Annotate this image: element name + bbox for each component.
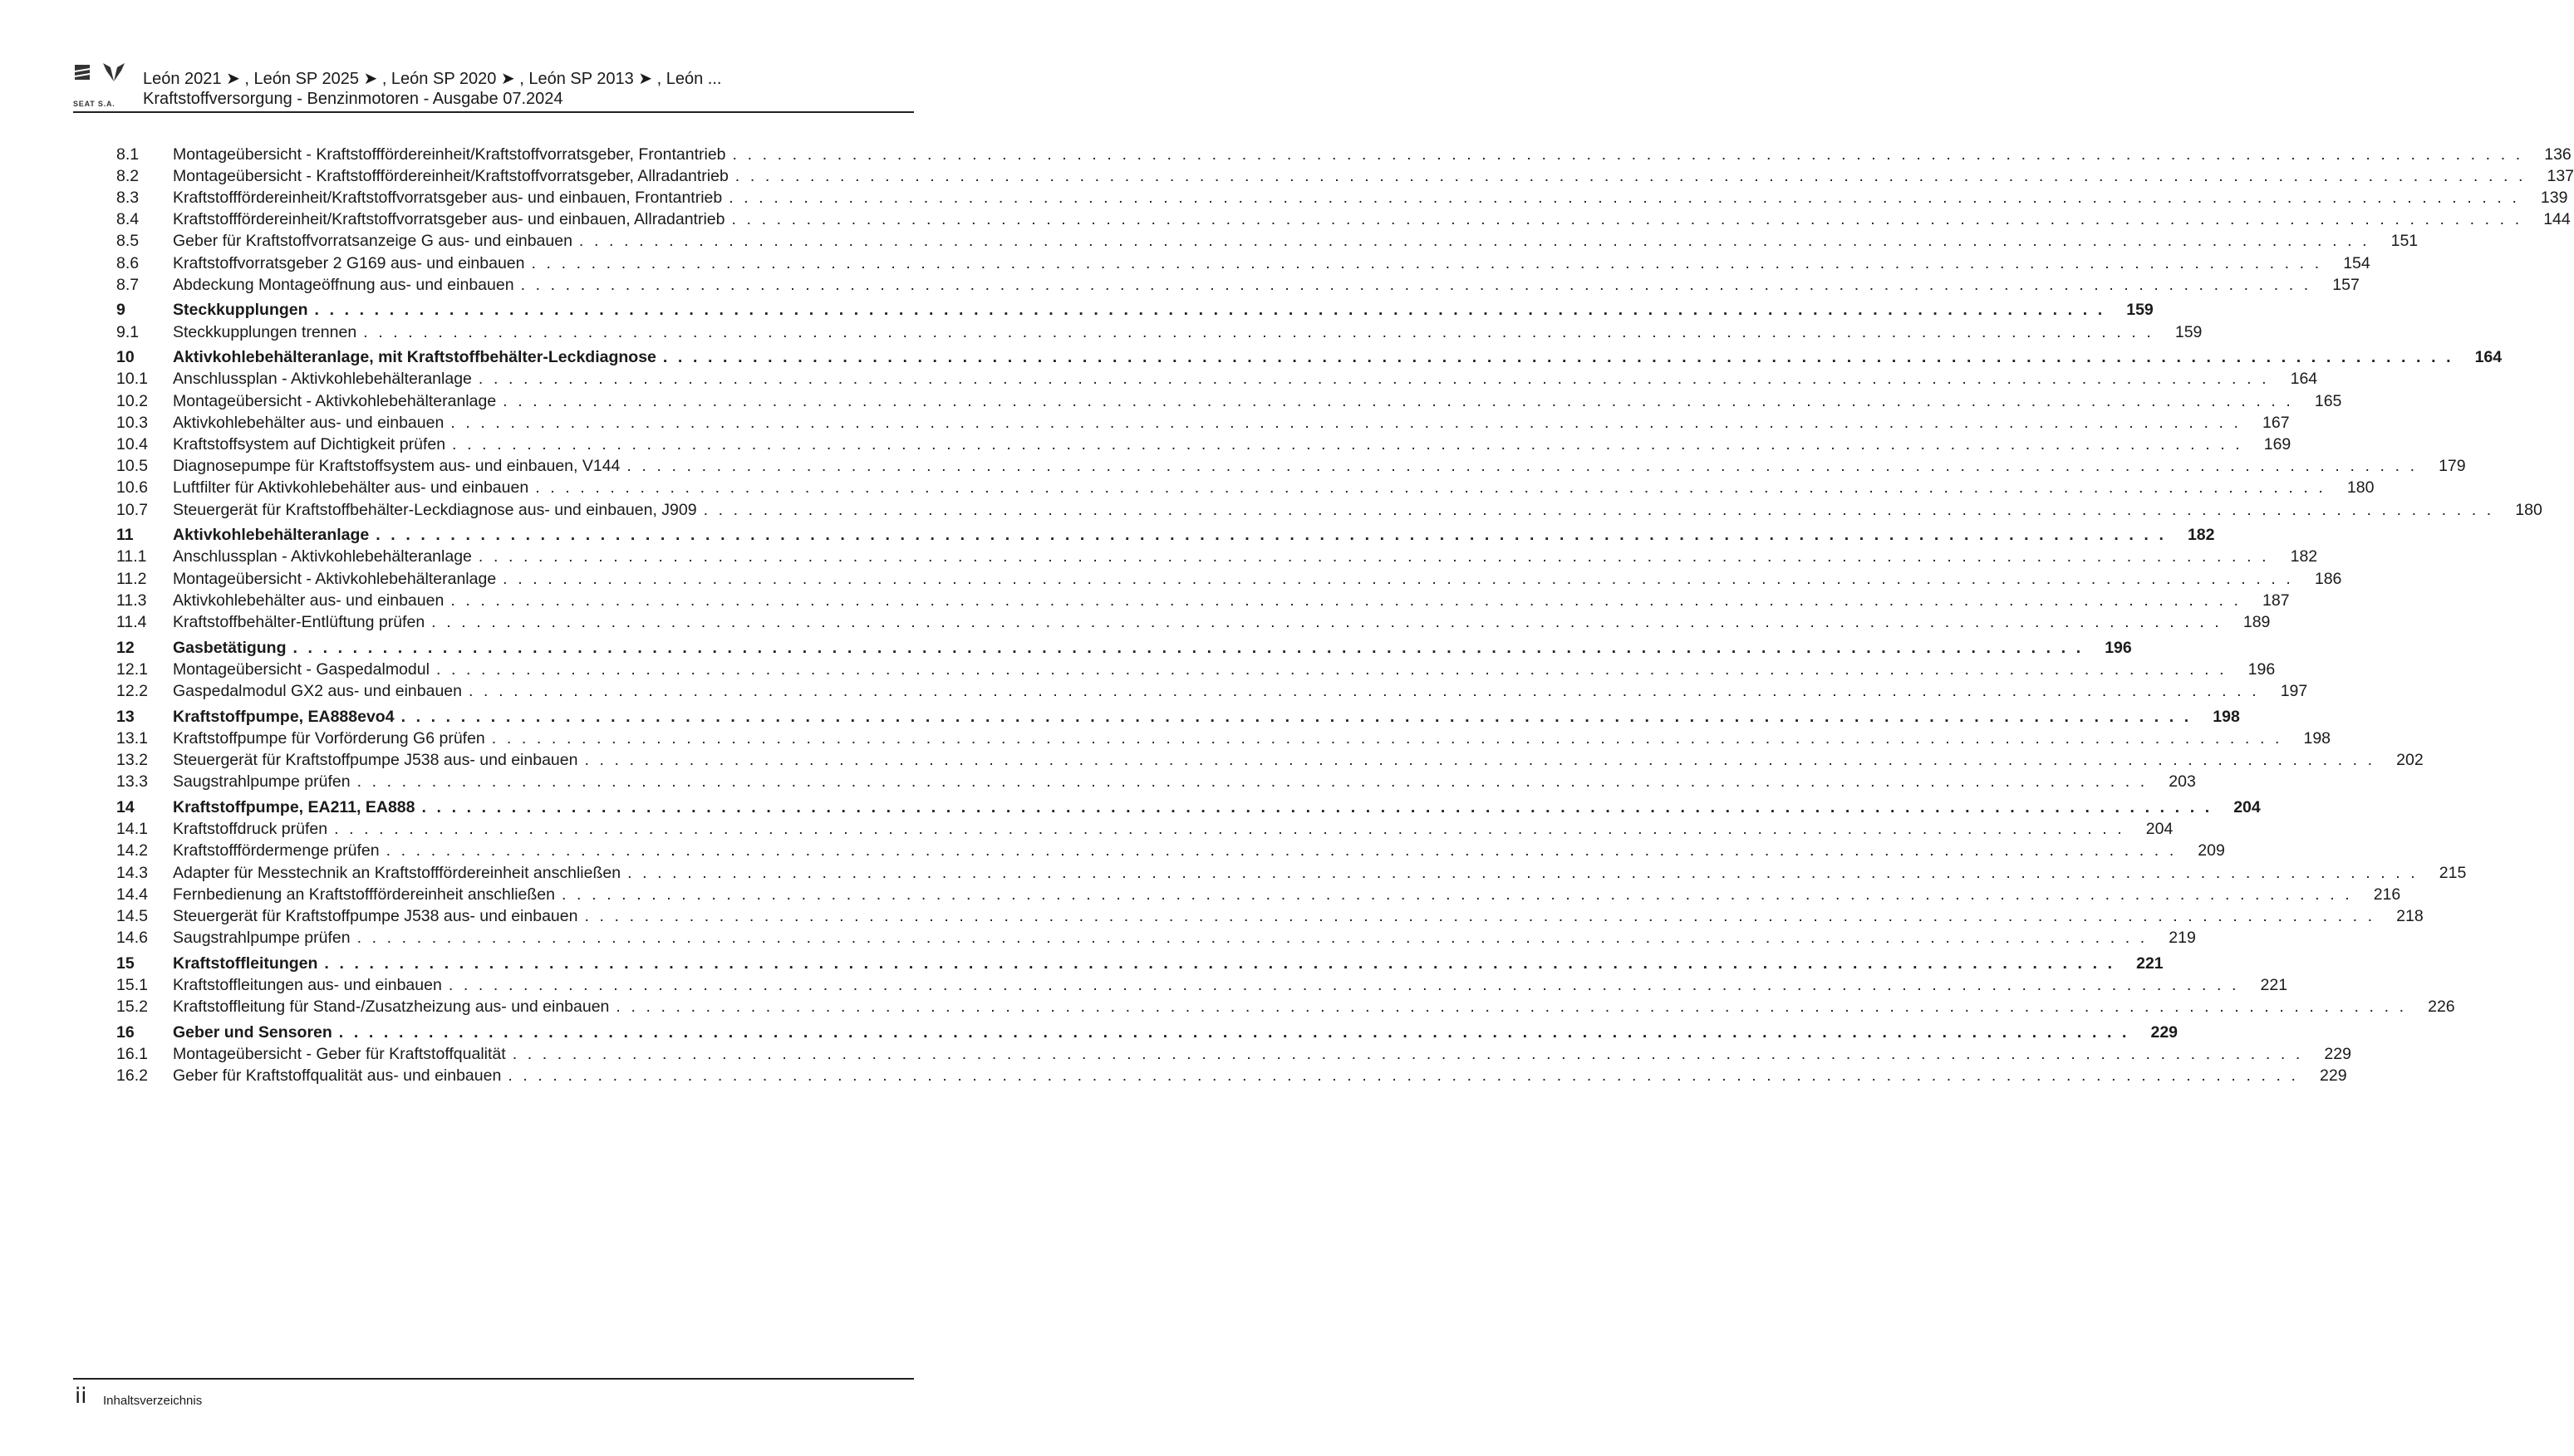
- toc-title: Aktivkohlebehälter aus- und einbauen: [173, 413, 445, 432]
- toc-title: Steckkupplungen trennen: [173, 322, 357, 341]
- toc-row[interactable]: [116, 974, 2288, 996]
- toc-page-number: 221: [2260, 976, 2288, 995]
- toc-title: Anschlussplan - Aktivkohlebehälteranlage: [173, 370, 472, 389]
- toc-page-number: 167: [2262, 413, 2290, 432]
- toc-number: 14.4: [116, 885, 148, 904]
- toc-entry: [173, 435, 2242, 454]
- toc-entry: [173, 323, 2154, 342]
- toc-leader-dots: . . . . . . . . . . . . . . . . . . . . . . . . . . . . . . . . . . . . . . . . . . . . . . . . . . . . . . . . . . . . . . . . . . . . . . . . . . . . . . . . . . . . . . . . . . . . . . . . . . . . . . . . . . . . . . . . . . . . . . . .: [627, 863, 2419, 882]
- toc-chapter-row[interactable]: [116, 525, 2215, 547]
- toc-page-number: 151: [2390, 232, 2419, 251]
- toc-leader-dots: . . . . . . . . . . . . . . . . . . . . . . . . . . . . . . . . . . . . . . . . . . . . . . . . . . . . . . . . . . . . . . . . . . . . . . . . . . . . . . . . . . . . . . . . . . . . . . . . . . . . . . . . . . . . . . . . . . . . . . . .: [435, 659, 2228, 679]
- toc-page-number: 189: [2242, 613, 2271, 632]
- toc-title: Kraftstoffpumpe, EA888evo4: [173, 707, 395, 726]
- toc-leader-dots: . . . . . . . . . . . . . . . . . . . . . . . . . . . . . . . . . . . . . . . . . . . . . . . . . . . . . . . . . . . . . . . . . . . . . . . . . . . . . . . . . . . . . . . . . . . . . . . . . . . . . . . . . . . . . . . . . . . . . . . .: [584, 906, 2375, 925]
- toc-number: 10.7: [116, 500, 148, 519]
- toc-chapter-row[interactable]: [116, 300, 2154, 321]
- toc-leader-dots: . . . . . . . . . . . . . . . . . . . . . . . . . . . . . . . . . . . . . . . . . . . . . . . . . . . . . . . . . . . . . . . . . . . . . . . . . . . . . . . . . . . . . . . . . . . . . . . . . . . . . . . . . . . . . . . . . . . . . . . .: [324, 954, 2115, 973]
- toc-entry: [173, 547, 2269, 566]
- toc-title: Montageübersicht - Kraftstofffördereinheit/Kraftstoffvorratsgeber, Frontantrieb: [173, 145, 726, 164]
- toc-entry: [173, 639, 2084, 658]
- toc-leader-dots: . . . . . . . . . . . . . . . . . . . . . . . . . . . . . . . . . . . . . . . . . . . . . . . . . . . . . . . . . . . . . . . . . . . . . . . . . . . . . . . . . . . . . . . . . . . . . . . . . . . . . . . . . . . . . . . . . . . . . . . .: [450, 413, 2242, 432]
- toc-entry: [173, 885, 2352, 904]
- toc-entry: [173, 145, 2523, 164]
- toc-leader-dots: . . . . . . . . . . . . . . . . . . . . . . . . . . . . . . . . . . . . . . . . . . . . . . . . . . . . . . . . . . . . . . . . . . . . . . . . . . . . . . . . . . . . . . . . . . . . . . . . . . . . . . . . . . . . . . . . . . . . . . . .: [478, 370, 2270, 389]
- toc-row[interactable]: [116, 611, 2271, 633]
- toc-title: Anschlussplan - Aktivkohlebehälteranlage: [173, 547, 472, 566]
- toc-row[interactable]: [116, 209, 2571, 231]
- toc-page-number: 187: [2262, 591, 2290, 610]
- toc-title: Gasbetätigung: [173, 638, 287, 657]
- toc-leader-dots: . . . . . . . . . . . . . . . . . . . . . . . . . . . . . . . . . . . . . . . . . . . . . . . . . . . . . . . . . . . . . . . . . . . . . . . . . . . . . . . . . . . . . . . . . . . . . . . . . . . . . . . . . . . . . . . . . . . . . . . .: [292, 638, 2084, 657]
- toc-page-number: 229: [2320, 1066, 2347, 1086]
- toc-row[interactable]: [116, 681, 2308, 703]
- toc-row[interactable]: [116, 997, 2455, 1018]
- toc-row[interactable]: [116, 456, 2466, 478]
- toc-row[interactable]: [116, 144, 2572, 165]
- toc-page-number: 154: [2343, 253, 2370, 272]
- toc-leader-dots: . . . . . . . . . . . . . . . . . . . . . . . . . . . . . . . . . . . . . . . . . . . . . . . . . . . . . . . . . . . . . . . . . . . . . . . . . . . . . . . . . . . . . . . . . . . . . . . . . . . . . . . . . . . . . . . . . . . . . . . .: [356, 929, 2148, 948]
- toc-leader-dots: . . . . . . . . . . . . . . . . . . . . . . . . . . . . . . . . . . . . . . . . . . . . . . . . . . . . . . . . . . . . . . . . . . . . . . . . . . . . . . . . . . . . . . . . . . . . . . . . . . . . . . . . . . . . . . . . . . . . . . . .: [626, 457, 2418, 476]
- toc-page-number: 209: [2198, 841, 2225, 860]
- toc-title: Montageübersicht - Gaspedalmodul: [173, 659, 430, 679]
- toc-entry: [173, 370, 2269, 389]
- toc-page-number: 215: [2439, 863, 2467, 882]
- toc-title: Kraftstofffördereinheit/Kraftstoffvorratsgeber aus- und einbauen, Frontantrieb: [173, 188, 723, 207]
- toc-entry: [173, 189, 2519, 208]
- toc-title: Adapter für Messtechnik an Kraftstofffördereinheit anschließen: [173, 863, 621, 882]
- toc-title: Abdeckung Montageöffnung aus- und einbauen: [173, 275, 514, 294]
- toc-entry: [173, 501, 2494, 520]
- toc-leader-dots: . . . . . . . . . . . . . . . . . . . . . . . . . . . . . . . . . . . . . . . . . . . . . . . . . . . . . . . . . . . . . . . . . . . . . . . . . . . . . . . . . . . . . . . . . . . . . . . . . . . . . . . . . . . . . . . . . . . . . . . .: [584, 751, 2375, 770]
- toc-number: 16.1: [116, 1045, 148, 1064]
- document-title: León 2021 ➤ , León SP 2025 ➤ , León SP 2020 ➤ , León SP 2013 ➤ , León ...: [143, 70, 722, 88]
- toc-leader-dots: . . . . . . . . . . . . . . . . . . . . . . . . . . . . . . . . . . . . . . . . . . . . . . . . . . . . . . . . . . . . . . . . . . . . . . . . . . . . . . . . . . . . . . . . . . . . . . . . . . . . . . . . . . . . . . . . . . . . . . . .: [503, 391, 2294, 410]
- toc-number: 14: [116, 798, 135, 817]
- toc-entry: [173, 591, 2242, 610]
- toc-entry: [173, 1023, 2129, 1042]
- toc-entry: [173, 1066, 2299, 1086]
- toc-title: Geber für Kraftstoffvorratsanzeige G aus- und einbauen: [173, 232, 572, 251]
- toc-row[interactable]: [116, 750, 2424, 772]
- toc-page-number: 219: [2169, 929, 2196, 948]
- toc-entry: [173, 929, 2148, 948]
- toc-page-number: 226: [2428, 998, 2455, 1017]
- toc-entry: [173, 210, 2522, 229]
- toc-number: 13.3: [116, 772, 148, 792]
- toc-row[interactable]: [116, 165, 2574, 187]
- toc-title: Aktivkohlebehälteranlage: [173, 526, 370, 545]
- toc-leader-dots: . . . . . . . . . . . . . . . . . . . . . . . . . . . . . . . . . . . . . . . . . . . . . . . . . . . . . . . . . . . . . . . . . . . . . . . . . . . . . . . . . . . . . . . . . . . . . . . . . . . . . . . . . . . . . . . . . . . . . . . .: [334, 820, 2125, 839]
- toc-entry: [173, 751, 2375, 770]
- toc-leader-dots: . . . . . . . . . . . . . . . . . . . . . . . . . . . . . . . . . . . . . . . . . . . . . . . . . . . . . . . . . . . . . . . . . . . . . . . . . . . . . . . . . . . . . . . . . . . . . . . . . . . . . . . . . . . . . . . . . . . . . . . .: [491, 728, 2283, 748]
- toc-row[interactable]: [116, 434, 2292, 455]
- toc-leader-dots: . . . . . . . . . . . . . . . . . . . . . . . . . . . . . . . . . . . . . . . . . . . . . . . . . . . . . . . . . . . . . . . . . . . . . . . . . . . . . . . . . . . . . . . . . . . . . . . . . . . . . . . . . . . . . . . . . . . . . . . .: [450, 591, 2242, 610]
- toc-entry: [173, 907, 2375, 926]
- toc-page-number: 180: [2515, 500, 2542, 519]
- toc-title: Montageübersicht - Kraftstofffördereinheit/Kraftstoffvorratsgeber, Allradantrieb: [173, 166, 729, 185]
- toc-chapter-row[interactable]: [116, 1022, 2179, 1043]
- toc-number: 10.2: [116, 391, 148, 410]
- toc-number: 9: [116, 301, 125, 320]
- toc-page-number: 136: [2544, 145, 2572, 164]
- toc-number: 12: [116, 638, 135, 657]
- toc-title: Aktivkohlebehälter aus- und einbauen: [173, 591, 445, 610]
- toc-number: 16: [116, 1022, 135, 1042]
- toc-row[interactable]: [116, 321, 2203, 343]
- toc-row[interactable]: [116, 772, 2196, 793]
- toc-leader-dots: . . . . . . . . . . . . . . . . . . . . . . . . . . . . . . . . . . . . . . . . . . . . . . . . . . . . . . . . . . . . . . . . . . . . . . . . . . . . . . . . . . . . . . . . . . . . . . . . . . . . . . . . . . . . . . . . . . . . . . . .: [531, 253, 2322, 272]
- toc-title: Gaspedalmodul GX2 aus- und einbauen: [173, 682, 462, 701]
- toc-page-number: 196: [2105, 638, 2132, 657]
- toc-number: 11.1: [116, 547, 147, 566]
- toc-title: Steckkupplungen: [173, 301, 308, 320]
- toc-entry: [173, 729, 2282, 748]
- toc-chapter-row[interactable]: [116, 953, 2164, 974]
- toc-entry: [173, 708, 2192, 727]
- toc-number: 8.2: [116, 166, 140, 185]
- toc-number: 12.1: [116, 659, 148, 679]
- toc-page-number: 179: [2439, 457, 2466, 476]
- toc-chapter-row[interactable]: [116, 797, 2261, 818]
- toc-leader-dots: . . . . . . . . . . . . . . . . . . . . . . . . . . . . . . . . . . . . . . . . . . . . . . . . . . . . . . . . . . . . . . . . . . . . . . . . . . . . . . . . . . . . . . . . . . . . . . . . . . . . . . . . . . . . . . . . . . . . . . . .: [734, 166, 2527, 185]
- toc-title: Kraftstoffleitungen aus- und einbauen: [173, 976, 442, 995]
- toc-title: Kraftstoffpumpe für Vorförderung G6 prüfen: [173, 728, 485, 748]
- toc-row[interactable]: [116, 369, 2318, 390]
- toc-row[interactable]: [116, 274, 2360, 296]
- toc-row[interactable]: [116, 928, 2196, 949]
- toc-page-number: 216: [2373, 885, 2401, 904]
- toc-leader-dots: . . . . . . . . . . . . . . . . . . . . . . . . . . . . . . . . . . . . . . . . . . . . . . . . . . . . . . . . . . . . . . . . . . . . . . . . . . . . . . . . . . . . . . . . . . . . . . . . . . . . . . . . . . . . . . . . . . . . . . . .: [478, 547, 2270, 566]
- toc-chapter-row[interactable]: [116, 637, 2132, 659]
- toc-row[interactable]: [116, 862, 2467, 884]
- toc-row[interactable]: [116, 659, 2276, 680]
- toc-number: 10.4: [116, 435, 148, 454]
- toc-leader-dots: . . . . . . . . . . . . . . . . . . . . . . . . . . . . . . . . . . . . . . . . . . . . . . . . . . . . . . . . . . . . . . . . . . . . . . . . . . . . . . . . . . . . . . . . . . . . . . . . . . . . . . . . . . . . . . . . . . . . . . . .: [512, 1045, 2303, 1064]
- toc-row[interactable]: [116, 1066, 2347, 1087]
- toc-number: 11.4: [116, 613, 147, 632]
- toc-title: Aktivkohlebehälteranlage, mit Kraftstoffbehälter-Leckdiagnose: [173, 348, 656, 367]
- toc-row[interactable]: [116, 728, 2331, 749]
- footer-page-number: ii: [75, 1384, 87, 1409]
- toc-number: 8.3: [116, 188, 140, 207]
- toc-row[interactable]: [116, 547, 2318, 568]
- toc-title: Montageübersicht - Aktivkohlebehälteranlage: [173, 391, 497, 410]
- toc-entry: [173, 820, 2125, 839]
- toc-row[interactable]: [116, 819, 2174, 841]
- table-of-contents: [116, 144, 2574, 1087]
- toc-page-number: 229: [2324, 1045, 2351, 1064]
- cupra-icon: [103, 63, 125, 83]
- toc-title: Kraftstoffdruck prüfen: [173, 820, 328, 839]
- toc-page-number: 218: [2396, 906, 2424, 925]
- toc-leader-dots: . . . . . . . . . . . . . . . . . . . . . . . . . . . . . . . . . . . . . . . . . . . . . . . . . . . . . . . . . . . . . . . . . . . . . . . . . . . . . . . . . . . . . . . . . . . . . . . . . . . . . . . . . . . . . . . . . . . . . . . .: [732, 145, 2523, 164]
- toc-title: Steuergerät für Kraftstoffpumpe J538 aus- und einbauen: [173, 906, 578, 925]
- toc-title: Fernbedienung an Kraftstofffördereinheit anschließen: [173, 885, 556, 904]
- toc-page-number: 159: [2174, 322, 2203, 341]
- toc-number: 9.1: [116, 322, 140, 341]
- footer-divider: [73, 1378, 914, 1380]
- toc-leader-dots: . . . . . . . . . . . . . . . . . . . . . . . . . . . . . . . . . . . . . . . . . . . . . . . . . . . . . . . . . . . . . . . . . . . . . . . . . . . . . . . . . . . . . . . . . . . . . . . . . . . . . . . . . . . . . . . . . . . . . . . .: [616, 998, 2407, 1017]
- document-subtitle: Kraftstoffversorgung - Benzinmotoren - Ausgabe 07.2024: [143, 90, 563, 108]
- toc-entry: [173, 301, 2105, 320]
- toc-number: 8.5: [116, 232, 140, 251]
- toc-entry: [173, 254, 2322, 273]
- toc-page-number: 198: [2303, 728, 2331, 748]
- toc-number: 10.3: [116, 413, 148, 432]
- toc-page-number: 180: [2346, 478, 2375, 498]
- toc-number: 8.4: [116, 210, 140, 229]
- toc-title: Kraftstofffördermenge prüfen: [173, 841, 380, 860]
- toc-title: Steuergerät für Kraftstoffbehälter-Leckdiagnose aus- und einbauen, J909: [173, 500, 697, 519]
- toc-page-number: 204: [2233, 798, 2261, 817]
- toc-leader-dots: . . . . . . . . . . . . . . . . . . . . . . . . . . . . . . . . . . . . . . . . . . . . . . . . . . . . . . . . . . . . . . . . . . . . . . . . . . . . . . . . . . . . . . . . . . . . . . . . . . . . . . . . . . . . . . . . . . . . . . . .: [562, 885, 2353, 904]
- toc-number: 13: [116, 707, 135, 726]
- toc-row[interactable]: [116, 884, 2401, 905]
- toc-leader-dots: . . . . . . . . . . . . . . . . . . . . . . . . . . . . . . . . . . . . . . . . . . . . . . . . . . . . . . . . . . . . . . . . . . . . . . . . . . . . . . . . . . . . . . . . . . . . . . . . . . . . . . . . . . . . . . . . . . . . . . . .: [400, 707, 2192, 726]
- toc-title: Steuergerät für Kraftstoffpumpe J538 aus- und einbauen: [173, 751, 578, 770]
- toc-entry: [173, 954, 2115, 973]
- toc-number: 14.6: [116, 929, 148, 948]
- toc-number: 11.3: [116, 591, 147, 610]
- toc-title: Kraftstoffleitungen: [173, 954, 318, 973]
- toc-entry: [173, 660, 2227, 679]
- toc-leader-dots: . . . . . . . . . . . . . . . . . . . . . . . . . . . . . . . . . . . . . . . . . . . . . . . . . . . . . . . . . . . . . . . . . . . . . . . . . . . . . . . . . . . . . . . . . . . . . . . . . . . . . . . . . . . . . . . . . . . . . . . .: [448, 976, 2240, 995]
- toc-number: 11: [116, 526, 134, 545]
- toc-number: 15.2: [116, 998, 148, 1017]
- toc-row[interactable]: [116, 841, 2225, 862]
- toc-leader-dots: . . . . . . . . . . . . . . . . . . . . . . . . . . . . . . . . . . . . . . . . . . . . . . . . . . . . . . . . . . . . . . . . . . . . . . . . . . . . . . . . . . . . . . . . . . . . . . . . . . . . . . . . . . . . . . . . . . . . . . . .: [535, 478, 2326, 498]
- toc-title: Kraftstoffvorratsgeber 2 G169 aus- und einbauen: [173, 253, 525, 272]
- toc-title: Kraftstoffpumpe, EA211, EA888: [173, 798, 415, 817]
- toc-leader-dots: . . . . . . . . . . . . . . . . . . . . . . . . . . . . . . . . . . . . . . . . . . . . . . . . . . . . . . . . . . . . . . . . . . . . . . . . . . . . . . . . . . . . . . . . . . . . . . . . . . . . . . . . . . . . . . . . . . . . . . . .: [503, 569, 2294, 588]
- toc-page-number: 137: [2547, 166, 2574, 185]
- toc-page-number: 159: [2126, 301, 2154, 320]
- toc-row[interactable]: [116, 568, 2342, 590]
- toc-title: Kraftstoffleitung für Stand-/Zusatzheizung aus- und einbauen: [173, 998, 610, 1017]
- footer-section-label: Inhaltsverzeichnis: [103, 1394, 203, 1408]
- seat-logo: [73, 63, 125, 106]
- toc-entry: [173, 864, 2418, 883]
- toc-leader-dots: . . . . . . . . . . . . . . . . . . . . . . . . . . . . . . . . . . . . . . . . . . . . . . . . . . . . . . . . . . . . . . . . . . . . . . . . . . . . . . . . . . . . . . . . . . . . . . . . . . . . . . . . . . . . . . . . . . . . . . . .: [469, 682, 2260, 701]
- toc-page-number: 203: [2169, 772, 2196, 792]
- toc-title: Kraftstoffbehälter-Entlüftung prüfen: [173, 613, 425, 632]
- toc-page-number: 144: [2543, 210, 2571, 229]
- toc-row[interactable]: [116, 590, 2290, 611]
- toc-entry: [173, 798, 2213, 817]
- toc-number: 15: [116, 954, 135, 973]
- toc-page-number: 221: [2136, 954, 2164, 973]
- toc-entry: [173, 772, 2148, 792]
- toc-page-number: 197: [2280, 682, 2308, 701]
- toc-page-number: 204: [2145, 820, 2174, 839]
- toc-title: Montageübersicht - Aktivkohlebehälteranlage: [173, 569, 497, 588]
- toc-entry: [173, 682, 2259, 701]
- toc-entry: [173, 526, 2166, 545]
- toc-number: 14.2: [116, 841, 148, 860]
- logo-text: SEAT S.A.: [73, 100, 115, 108]
- toc-row[interactable]: [116, 231, 2419, 252]
- toc-entry: [173, 232, 2370, 251]
- toc-number: 11.2: [116, 569, 147, 588]
- toc-page-number: 157: [2332, 275, 2360, 294]
- toc-leader-dots: . . . . . . . . . . . . . . . . . . . . . . . . . . . . . . . . . . . . . . . . . . . . . . . . . . . . . . . . . . . . . . . . . . . . . . . . . . . . . . . . . . . . . . . . . . . . . . . . . . . . . . . . . . . . . . . . . . . . . . . .: [703, 500, 2494, 519]
- toc-row[interactable]: [116, 905, 2424, 927]
- toc-number: 15.1: [116, 976, 148, 995]
- page-header: [73, 60, 914, 111]
- toc-leader-dots: . . . . . . . . . . . . . . . . . . . . . . . . . . . . . . . . . . . . . . . . . . . . . . . . . . . . . . . . . . . . . . . . . . . . . . . . . . . . . . . . . . . . . . . . . . . . . . . . . . . . . . . . . . . . . . . . . . . . . . . .: [363, 322, 2154, 341]
- toc-number: 14.3: [116, 863, 148, 882]
- toc-row[interactable]: [116, 390, 2342, 412]
- toc-entry: [173, 392, 2293, 411]
- toc-entry: [173, 998, 2407, 1017]
- toc-chapter-row[interactable]: [116, 347, 2503, 369]
- toc-page-number: 186: [2314, 569, 2342, 588]
- toc-row[interactable]: [116, 1044, 2351, 1066]
- toc-page-number: 202: [2396, 751, 2424, 770]
- toc-row[interactable]: [116, 252, 2370, 274]
- toc-page-number: 229: [2150, 1022, 2179, 1042]
- toc-leader-dots: . . . . . . . . . . . . . . . . . . . . . . . . . . . . . . . . . . . . . . . . . . . . . . . . . . . . . . . . . . . . . . . . . . . . . . . . . . . . . . . . . . . . . . . . . . . . . . . . . . . . . . . . . . . . . . . . . . . . . . . .: [520, 275, 2311, 294]
- toc-number: 10.6: [116, 478, 148, 498]
- toc-number: 16.2: [116, 1066, 148, 1086]
- toc-page-number: 182: [2187, 526, 2215, 545]
- toc-entry: [173, 613, 2222, 632]
- toc-page-number: 164: [2474, 348, 2503, 367]
- toc-number: 12.2: [116, 682, 148, 701]
- toc-entry: [173, 457, 2418, 476]
- toc-entry: [173, 976, 2239, 995]
- toc-leader-dots: . . . . . . . . . . . . . . . . . . . . . . . . . . . . . . . . . . . . . . . . . . . . . . . . . . . . . . . . . . . . . . . . . . . . . . . . . . . . . . . . . . . . . . . . . . . . . . . . . . . . . . . . . . . . . . . . . . . . . . . .: [386, 841, 2177, 860]
- toc-title: Geber für Kraftstoffqualität aus- und einbauen: [173, 1066, 502, 1086]
- toc-page-number: 165: [2314, 391, 2342, 410]
- toc-leader-dots: . . . . . . . . . . . . . . . . . . . . . . . . . . . . . . . . . . . . . . . . . . . . . . . . . . . . . . . . . . . . . . . . . . . . . . . . . . . . . . . . . . . . . . . . . . . . . . . . . . . . . . . . . . . . . . . . . . . . . . . .: [731, 210, 2522, 229]
- toc-leader-dots: . . . . . . . . . . . . . . . . . . . . . . . . . . . . . . . . . . . . . . . . . . . . . . . . . . . . . . . . . . . . . . . . . . . . . . . . . . . . . . . . . . . . . . . . . . . . . . . . . . . . . . . . . . . . . . . . . . . . . . . .: [356, 772, 2148, 792]
- toc-leader-dots: . . . . . . . . . . . . . . . . . . . . . . . . . . . . . . . . . . . . . . . . . . . . . . . . . . . . . . . . . . . . . . . . . . . . . . . . . . . . . . . . . . . . . . . . . . . . . . . . . . . . . . . . . . . . . . . . . . . . . . . .: [508, 1066, 2299, 1086]
- toc-row[interactable]: [116, 187, 2568, 208]
- toc-number: 10.5: [116, 457, 148, 476]
- toc-number: 8.6: [116, 253, 140, 272]
- toc-number: 13.2: [116, 751, 148, 770]
- toc-leader-dots: . . . . . . . . . . . . . . . . . . . . . . . . . . . . . . . . . . . . . . . . . . . . . . . . . . . . . . . . . . . . . . . . . . . . . . . . . . . . . . . . . . . . . . . . . . . . . . . . . . . . . . . . . . . . . . . . . . . . . . . .: [431, 613, 2223, 632]
- toc-title: Geber und Sensoren: [173, 1022, 332, 1042]
- toc-title: Montageübersicht - Geber für Kraftstoffqualität: [173, 1045, 506, 1064]
- toc-row[interactable]: [116, 499, 2542, 521]
- toc-leader-dots: . . . . . . . . . . . . . . . . . . . . . . . . . . . . . . . . . . . . . . . . . . . . . . . . . . . . . . . . . . . . . . . . . . . . . . . . . . . . . . . . . . . . . . . . . . . . . . . . . . . . . . . . . . . . . . . . . . . . . . . .: [452, 435, 2243, 454]
- toc-leader-dots: . . . . . . . . . . . . . . . . . . . . . . . . . . . . . . . . . . . . . . . . . . . . . . . . . . . . . . . . . . . . . . . . . . . . . . . . . . . . . . . . . . . . . . . . . . . . . . . . . . . . . . . . . . . . . . . . . . . . . . . .: [338, 1022, 2130, 1042]
- toc-title: Diagnosepumpe für Kraftstoffsystem aus- und einbauen, V144: [173, 457, 621, 476]
- toc-number: 14.5: [116, 906, 148, 925]
- toc-number: 10.1: [116, 370, 148, 389]
- toc-number: 10: [116, 348, 135, 367]
- toc-leader-dots: . . . . . . . . . . . . . . . . . . . . . . . . . . . . . . . . . . . . . . . . . . . . . . . . . . . . . . . . . . . . . . . . . . . . . . . . . . . . . . . . . . . . . . . . . . . . . . . . . . . . . . . . . . . . . . . . . . . . . . . .: [421, 798, 2213, 817]
- toc-entry: [173, 478, 2326, 498]
- toc-leader-dots: . . . . . . . . . . . . . . . . . . . . . . . . . . . . . . . . . . . . . . . . . . . . . . . . . . . . . . . . . . . . . . . . . . . . . . . . . . . . . . . . . . . . . . . . . . . . . . . . . . . . . . . . . . . . . . . . . . . . . . . .: [662, 348, 2454, 367]
- toc-title: Luftfilter für Aktivkohlebehälter aus- und einbauen: [173, 478, 529, 498]
- toc-leader-dots: . . . . . . . . . . . . . . . . . . . . . . . . . . . . . . . . . . . . . . . . . . . . . . . . . . . . . . . . . . . . . . . . . . . . . . . . . . . . . . . . . . . . . . . . . . . . . . . . . . . . . . . . . . . . . . . . . . . . . . . .: [376, 526, 2167, 545]
- toc-entry: [173, 841, 2177, 860]
- toc-number: 8.7: [116, 275, 140, 294]
- toc-page-number: 164: [2290, 370, 2318, 389]
- toc-entry: [173, 414, 2242, 433]
- toc-page-number: 169: [2263, 435, 2292, 454]
- toc-chapter-row[interactable]: [116, 706, 2240, 728]
- toc-title: Saugstrahlpumpe prüfen: [173, 772, 351, 792]
- toc-row[interactable]: [116, 412, 2290, 434]
- toc-entry: [173, 276, 2311, 295]
- toc-number: 13.1: [116, 728, 148, 748]
- toc-row[interactable]: [116, 478, 2375, 499]
- toc-leader-dots: . . . . . . . . . . . . . . . . . . . . . . . . . . . . . . . . . . . . . . . . . . . . . . . . . . . . . . . . . . . . . . . . . . . . . . . . . . . . . . . . . . . . . . . . . . . . . . . . . . . . . . . . . . . . . . . . . . . . . . . .: [314, 301, 2105, 320]
- toc-entry: [173, 348, 2454, 367]
- toc-number: 8.1: [116, 145, 140, 164]
- toc-title: Kraftstoffsystem auf Dichtigkeit prüfen: [173, 435, 446, 454]
- seat-s-icon: [75, 65, 90, 80]
- toc-page-number: 139: [2540, 188, 2568, 207]
- toc-number: 14.1: [116, 820, 148, 839]
- toc-leader-dots: . . . . . . . . . . . . . . . . . . . . . . . . . . . . . . . . . . . . . . . . . . . . . . . . . . . . . . . . . . . . . . . . . . . . . . . . . . . . . . . . . . . . . . . . . . . . . . . . . . . . . . . . . . . . . . . . . . . . . . . .: [729, 188, 2520, 207]
- toc-title: Kraftstofffördereinheit/Kraftstoffvorratsgeber aus- und einbauen, Allradantrieb: [173, 210, 725, 229]
- toc-entry: [173, 167, 2526, 186]
- toc-entry: [173, 1045, 2303, 1064]
- header-divider: [73, 111, 914, 113]
- toc-page-number: 198: [2213, 707, 2240, 726]
- toc-page-number: 196: [2247, 659, 2276, 679]
- toc-leader-dots: . . . . . . . . . . . . . . . . . . . . . . . . . . . . . . . . . . . . . . . . . . . . . . . . . . . . . . . . . . . . . . . . . . . . . . . . . . . . . . . . . . . . . . . . . . . . . . . . . . . . . . . . . . . . . . . . . . . . . . . .: [578, 232, 2370, 251]
- toc-title: Saugstrahlpumpe prüfen: [173, 929, 351, 948]
- toc-page-number: 182: [2290, 547, 2318, 566]
- toc-entry: [173, 570, 2293, 589]
